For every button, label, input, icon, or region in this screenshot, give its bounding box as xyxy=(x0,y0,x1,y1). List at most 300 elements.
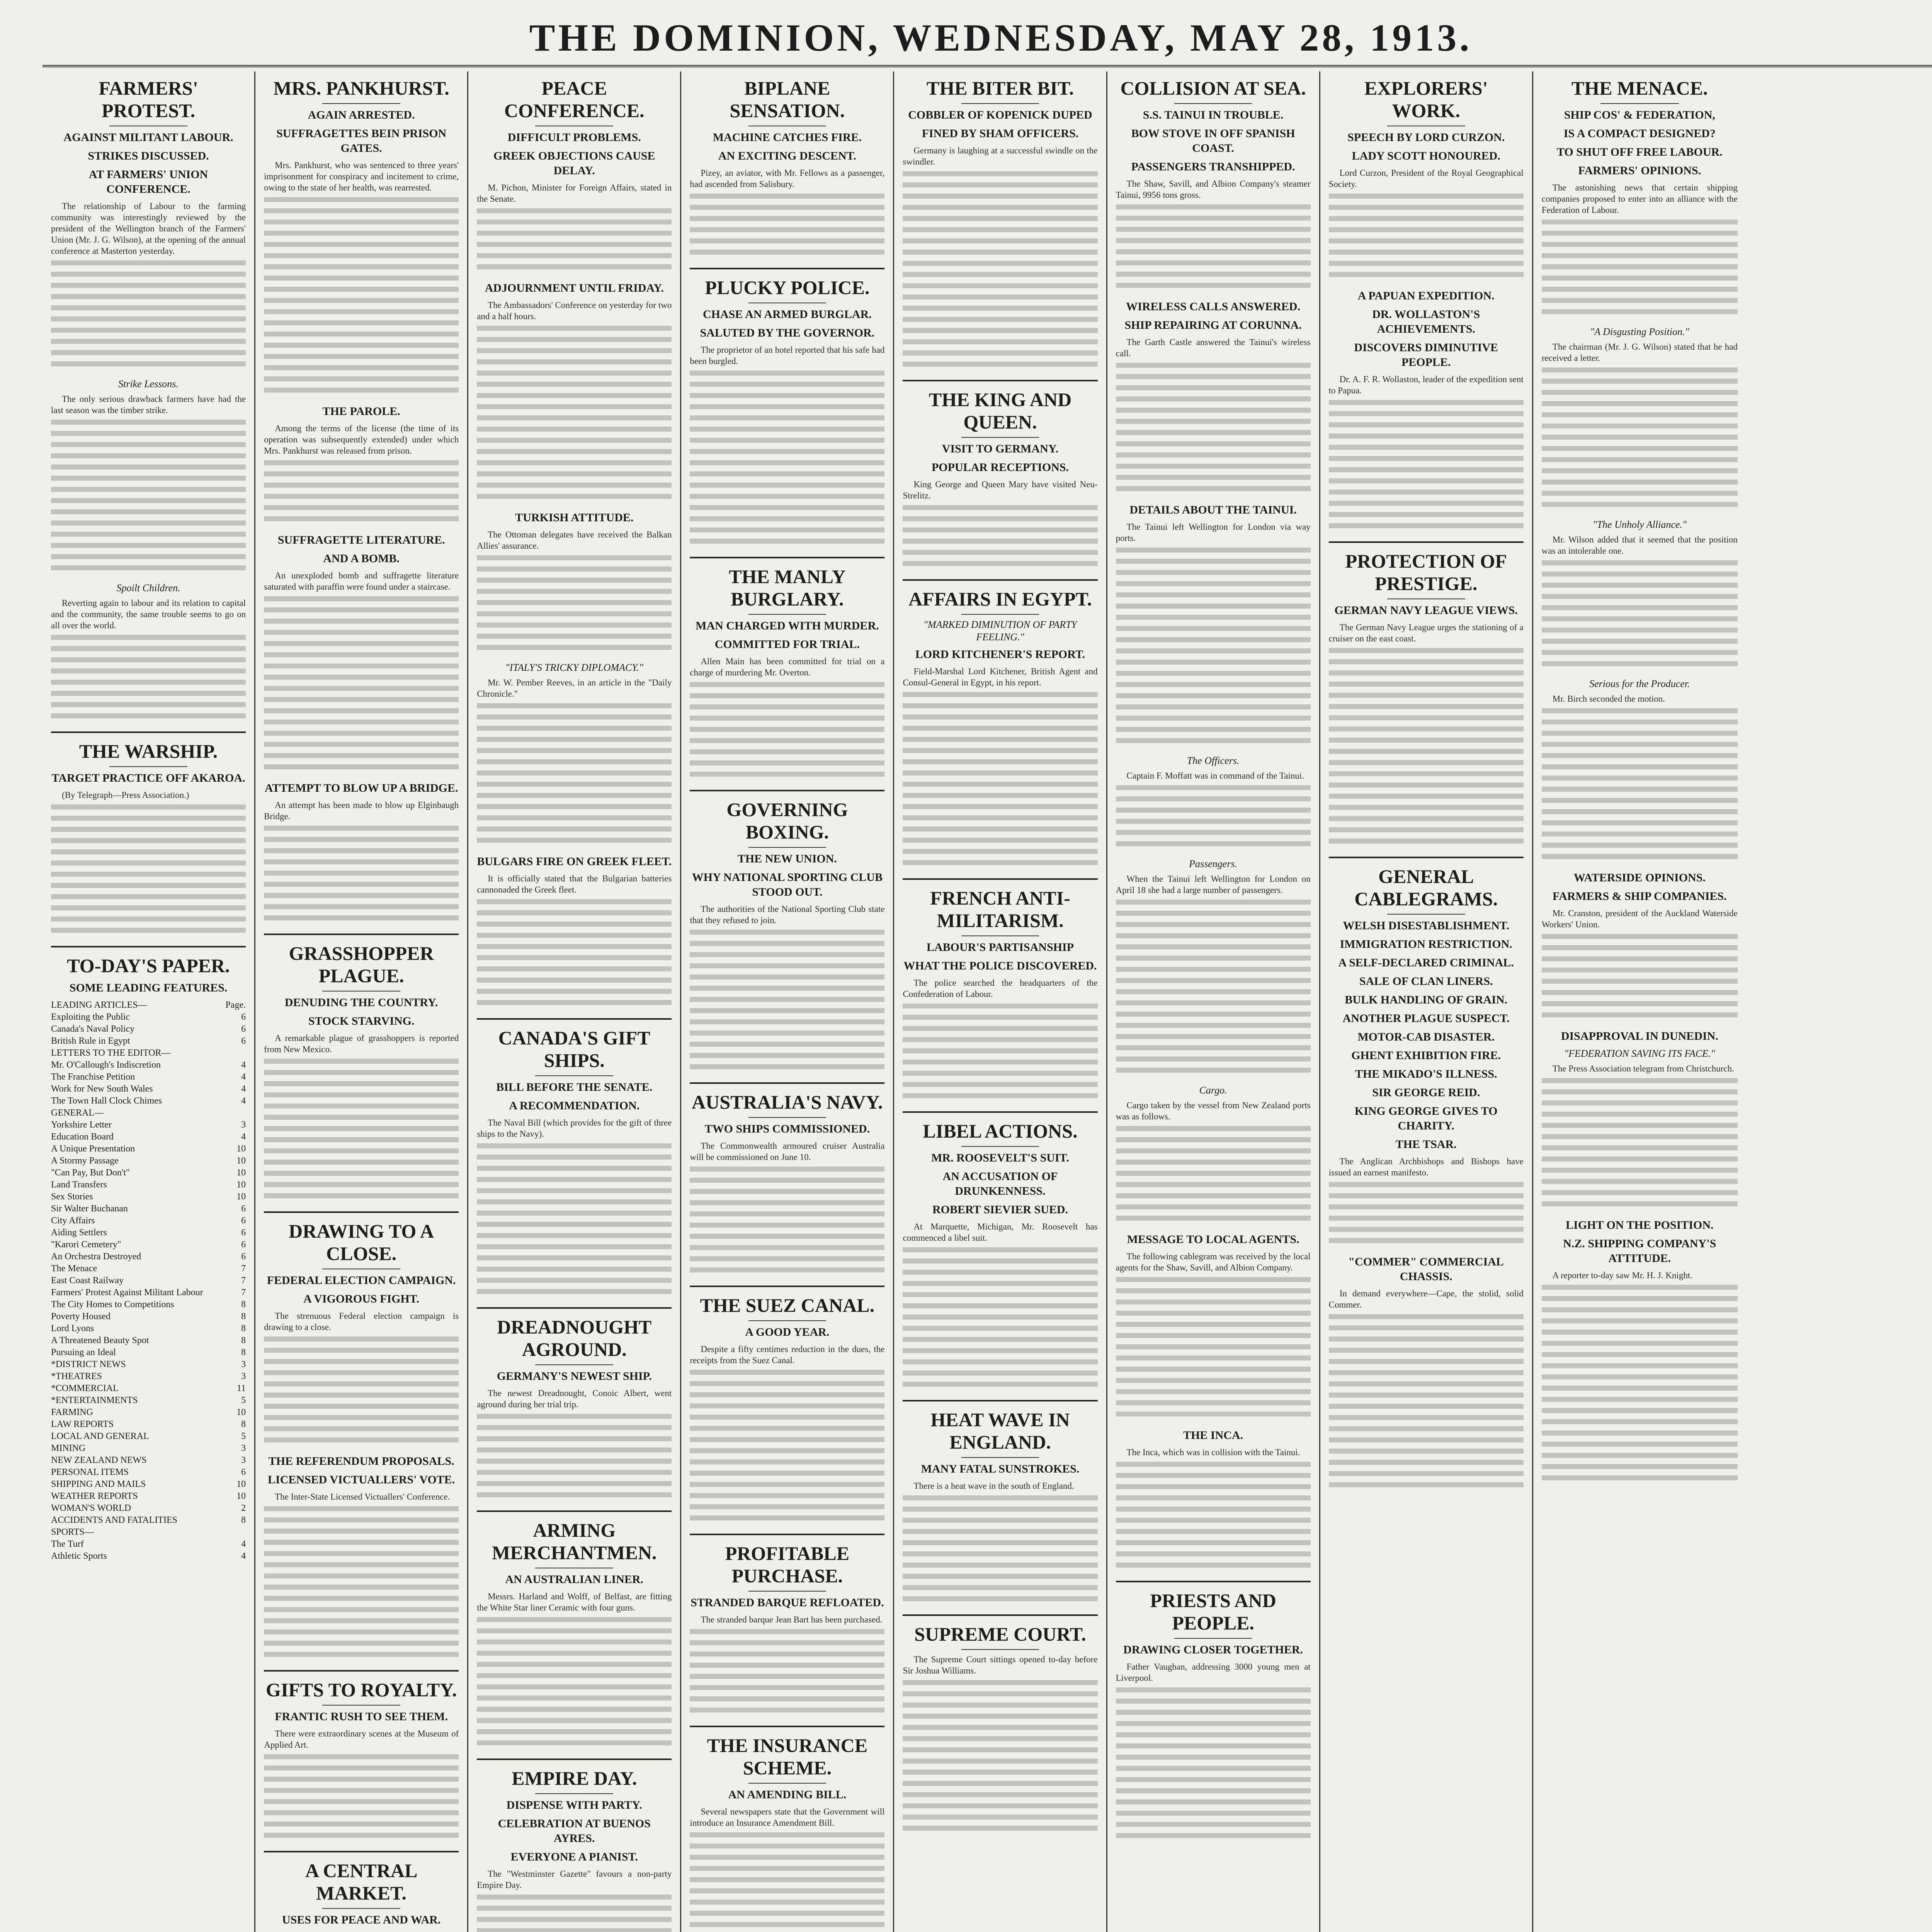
article-subhead: TURKISH ATTITUDE. xyxy=(515,511,634,524)
contents-item xyxy=(51,1071,246,1083)
article xyxy=(1329,77,1524,283)
contents-item-page: 11 xyxy=(237,1383,246,1393)
article-body-text xyxy=(903,1495,1097,1607)
article-lede: A remarkable plague of grasshoppers is reported from New Mexico. xyxy=(264,1033,459,1054)
article-body-text xyxy=(1116,1277,1311,1423)
article-body-text xyxy=(690,371,884,550)
article xyxy=(690,790,884,1075)
contents-item-label: Sex Stories xyxy=(51,1192,93,1202)
headline-rule xyxy=(322,103,400,104)
column-5 xyxy=(894,71,1107,1932)
contents-item-label: British Rule in Egypt xyxy=(51,1036,130,1046)
contents-item-label: Exploiting the Public xyxy=(51,1012,130,1022)
contents-item xyxy=(51,1335,246,1347)
article xyxy=(690,77,884,261)
contents-item-label: An Orchestra Destroyed xyxy=(51,1252,141,1262)
article-subhead: N.Z. SHIPPING COMPANY'S ATTITUDE. xyxy=(1563,1237,1716,1265)
article-subhead: SALE OF CLAN LINERS. xyxy=(1359,975,1493,988)
article xyxy=(264,533,459,776)
article-headline: THE WARSHIP. xyxy=(79,740,218,762)
article-body-text xyxy=(903,1247,1097,1393)
contents-item xyxy=(51,1371,246,1383)
article-body-text xyxy=(1542,708,1738,865)
section-divider xyxy=(903,380,1097,381)
article-body-text xyxy=(51,635,246,724)
article xyxy=(1116,1428,1311,1574)
contents-item xyxy=(51,1275,246,1287)
article xyxy=(690,1534,884,1719)
article-body-text xyxy=(903,1003,1097,1104)
contents-item-page: 2 xyxy=(241,1503,246,1513)
section-divider xyxy=(690,1286,884,1287)
contents-item xyxy=(51,1526,246,1538)
article-body-text xyxy=(51,804,246,939)
article xyxy=(903,1111,1097,1393)
section-divider xyxy=(51,946,246,947)
article-subhead: SPEECH BY LORD CURZON. xyxy=(1347,131,1505,144)
article-lede: Several newspapers state that the Government will introduce an Insurance Amendment Bill. xyxy=(690,1807,885,1828)
contents-item-label: SPORTS— xyxy=(51,1527,94,1537)
article xyxy=(264,781,459,927)
article xyxy=(51,582,246,724)
article-subhead: MANY FATAL SUNSTROKES. xyxy=(921,1463,1080,1475)
article-subhead: DENUDING THE COUNTRY. xyxy=(284,996,438,1009)
contents-item-label: Pursuing an Ideal xyxy=(51,1347,116,1357)
contents-item-page: 4 xyxy=(241,1072,246,1082)
article xyxy=(51,731,246,939)
article-subhead: LADY SCOTT HONOURED. xyxy=(1352,150,1500,162)
contents-item-label: Land Transfers xyxy=(51,1180,107,1190)
article xyxy=(264,1211,459,1449)
article-subhead: ANOTHER PLAGUE SUSPECT. xyxy=(1342,1012,1510,1025)
contents-item-page: 4 xyxy=(241,1084,246,1094)
contents-item-page: 4 xyxy=(241,1539,246,1549)
section-divider xyxy=(903,1400,1097,1401)
article-headline: AFFAIRS IN EGYPT. xyxy=(908,588,1092,610)
article-lede: Mr. Birch seconded the motion. xyxy=(1552,694,1665,704)
article xyxy=(477,1759,672,1932)
article-subhead: LORD KITCHENER'S REPORT. xyxy=(915,648,1085,661)
article-lede: In demand everywhere—Cape, the stolid, solid Commer. xyxy=(1328,1289,1524,1310)
contents-item xyxy=(51,1538,246,1550)
headline-rule xyxy=(961,1146,1039,1147)
contents-item-label: Lord Lyons xyxy=(51,1323,94,1333)
column-1 xyxy=(43,71,255,1932)
article-headline: ARMING MERCHANTMEN. xyxy=(492,1519,657,1563)
article xyxy=(51,378,246,577)
contents-item xyxy=(51,1059,246,1071)
article-body-text xyxy=(477,1414,672,1503)
article-body-text xyxy=(1542,367,1738,513)
article-subhead: IMMIGRATION RESTRICTION. xyxy=(1340,938,1512,951)
headline-rule xyxy=(535,1075,613,1076)
article xyxy=(477,281,672,505)
article-lede: The Naval Bill (which provides for the gift of three ships to the Navy). xyxy=(477,1118,672,1139)
article xyxy=(264,1670,459,1844)
article xyxy=(1542,678,1738,865)
article-headline: DRAWING TO A CLOSE. xyxy=(289,1220,434,1264)
contents-item-page: 6 xyxy=(241,1036,246,1046)
contents-item-page: 10 xyxy=(236,1192,246,1202)
section-divider xyxy=(264,1670,459,1672)
headline-rule xyxy=(322,1908,400,1909)
contents-item-page: 6 xyxy=(241,1252,246,1262)
article-subhead: A GOOD YEAR. xyxy=(745,1326,830,1338)
contents-item xyxy=(51,1347,246,1359)
article-lede: The Ottoman delegates have received the Balkan Allies' assurance. xyxy=(477,530,672,551)
contents-item xyxy=(51,1395,246,1406)
article-subhead: "FEDERATION SAVING ITS FACE." xyxy=(1564,1048,1715,1059)
contents-item-page: 8 xyxy=(241,1323,246,1333)
contents-item-label: City Affairs xyxy=(51,1216,95,1226)
headline-rule xyxy=(1174,1638,1252,1639)
article-subhead: A RECOMMENDATION. xyxy=(509,1099,640,1112)
article-lede: Field-Marshal Lord Kitchener, British Agent and Consul-General in Egypt, in his report. xyxy=(903,667,1098,687)
article-body-text xyxy=(51,420,246,577)
todays-paper-headline: TO-DAY'S PAPER. xyxy=(67,955,230,976)
article-body-text xyxy=(903,171,1097,373)
contents-item-page: 10 xyxy=(236,1144,246,1154)
contents-item-label: *COMMERCIAL xyxy=(51,1383,119,1393)
article xyxy=(477,1307,672,1503)
article xyxy=(903,380,1097,572)
article-subhead: SIR GEORGE REID. xyxy=(1372,1086,1480,1099)
article-lede: The Garth Castle answered the Tainui's wireless call. xyxy=(1116,337,1311,358)
contents-item-page: 10 xyxy=(236,1491,246,1501)
article-lede: Father Vaughan, addressing 3000 young men at Liverpool. xyxy=(1116,1662,1311,1683)
contents-item-page: 5 xyxy=(241,1431,246,1441)
article-lede: Reverting again to labour and its relation to capital and the community, the same trouble seems to go on all over the world. xyxy=(51,598,246,630)
article-body-text xyxy=(903,692,1097,871)
article-headline: GRASSHOPPER PLAGUE. xyxy=(289,942,434,986)
article-body-text xyxy=(1329,1182,1524,1249)
headline-rule xyxy=(961,935,1039,936)
article-subhead: FINED BY SHAM OFFICERS. xyxy=(922,127,1079,140)
contents-item xyxy=(51,1311,246,1323)
article-body-text xyxy=(690,682,884,783)
contents-item-label: Farmers' Protest Against Militant Labour xyxy=(51,1287,203,1298)
contents-item-label: East Coast Railway xyxy=(51,1276,124,1286)
headline-rule xyxy=(322,991,400,992)
contents-item xyxy=(51,1430,246,1442)
article-subhead: LIGHT ON THE POSITION. xyxy=(1566,1219,1714,1231)
section-divider xyxy=(690,1534,884,1535)
article-headline: THE SUEZ CANAL. xyxy=(700,1294,875,1316)
article-lede: Captain F. Moffatt was in command of the Tainui. xyxy=(1126,771,1304,781)
contents-item-page: 7 xyxy=(241,1287,246,1298)
article-body-text xyxy=(264,1506,459,1663)
contents-item-label: Poverty Housed xyxy=(51,1311,111,1321)
article-subhead: AGAINST MILITANT LABOUR. xyxy=(63,131,233,144)
column-6 xyxy=(1107,71,1320,1932)
article xyxy=(51,77,246,372)
article-lede: The Inter-State Licensed Victuallers' Conference. xyxy=(275,1492,450,1502)
contents-item-label: NEW ZEALAND NEWS xyxy=(51,1455,147,1465)
article-lede: The "Westminster Gazette" favours a non-party Empire Day. xyxy=(477,1869,672,1890)
article-lede: It is officially stated that the Bulgarian batteries cannonaded the Greek fleet. xyxy=(477,874,672,895)
article-lede: Dr. A. F. R. Wollaston, leader of the expedition sent to Papua. xyxy=(1328,374,1524,395)
contents-item xyxy=(51,1083,246,1095)
article-lede: King George and Queen Mary have visited Neu-Strelitz. xyxy=(903,480,1098,500)
headline-rule xyxy=(322,1705,400,1706)
article-subhead: SUFFRAGETTES BEIN PRISON GATES. xyxy=(276,127,447,155)
article xyxy=(903,1614,1097,1837)
article-headline: DREADNOUGHT AGROUND. xyxy=(497,1316,652,1360)
contents-item xyxy=(51,1418,246,1430)
contents-item-page: 10 xyxy=(236,1156,246,1166)
masthead-title: THE DOMINION, WEDNESDAY, MAY 28, 1913. xyxy=(529,16,1473,59)
article-body-text xyxy=(477,1617,672,1752)
article-subhead: WHY NATIONAL SPORTING CLUB STOOD OUT. xyxy=(692,871,883,898)
article-headline: PROFITABLE PURCHASE. xyxy=(725,1543,850,1587)
contents-item-label: A Stormy Passage xyxy=(51,1156,119,1166)
article-headline: FRENCH ANTI-MILITARISM. xyxy=(930,887,1070,931)
contents-item-label: Mr. O'Callough's Indiscretion xyxy=(51,1060,161,1070)
article-headline: EXPLORERS' WORK. xyxy=(1364,77,1488,121)
article-lede: (By Telegraph—Press Association.) xyxy=(62,790,189,800)
article-body-text xyxy=(264,460,459,527)
article-lede: Mr. W. Pember Reeves, in an article in the "Daily Chronicle." xyxy=(477,678,672,699)
article-headline: GIFTS TO ROYALTY. xyxy=(266,1679,457,1701)
article xyxy=(690,268,884,550)
article xyxy=(264,77,459,399)
article xyxy=(903,1400,1097,1607)
article-subhead: WATERSIDE OPINIONS. xyxy=(1573,871,1706,884)
contents-item xyxy=(51,1227,246,1239)
headline-rule xyxy=(1387,914,1465,915)
contents-item xyxy=(51,1299,246,1311)
contents-item xyxy=(51,1023,246,1035)
contents-item xyxy=(51,1263,246,1275)
article-lede: At Marquette, Michigan, Mr. Roosevelt has commenced a libel suit. xyxy=(903,1222,1098,1243)
contents-item-page: 8 xyxy=(241,1347,246,1357)
article xyxy=(1542,871,1738,1024)
article-headline: CANADA'S GIFT SHIPS. xyxy=(498,1027,650,1071)
section-divider xyxy=(477,1018,672,1020)
article-lede: When the Tainui left Wellington for London on April 18 she had a large number of passengers. xyxy=(1116,874,1311,895)
article-subhead: EVERYONE A PIANIST. xyxy=(510,1850,638,1863)
contents-item xyxy=(51,1215,246,1227)
article-subhead: DIFFICULT PROBLEMS. xyxy=(507,131,641,144)
article-subhead: "The Unholy Alliance." xyxy=(1592,519,1687,530)
article-subhead: POPULAR RECEPTIONS. xyxy=(931,461,1069,474)
newspaper-columns xyxy=(43,71,1932,1932)
contents-item-label: WEATHER REPORTS xyxy=(51,1491,138,1501)
article-subhead: IS A COMPACT DESIGNED? xyxy=(1563,127,1716,140)
headline-rule xyxy=(961,437,1039,438)
contents-item-label: *DISTRICT NEWS xyxy=(51,1359,126,1369)
article xyxy=(264,934,459,1204)
article xyxy=(1542,1029,1738,1213)
contents-item xyxy=(51,1514,246,1526)
article-lede: The German Navy League urges the stationing of a cruiser on the east coast. xyxy=(1328,622,1524,643)
article-headline: PEACE CONFERENCE. xyxy=(504,77,645,121)
article xyxy=(1116,858,1311,1079)
contents-item xyxy=(51,1047,246,1059)
contents-item xyxy=(51,1550,246,1562)
article xyxy=(477,510,672,656)
article xyxy=(264,1851,459,1932)
article-body-text xyxy=(1542,1285,1738,1486)
contents-item xyxy=(51,1095,246,1107)
article-subhead: DRAWING CLOSER TOGETHER. xyxy=(1123,1643,1303,1656)
article-lede: An attempt has been made to blow up Elginbaugh Bridge. xyxy=(264,800,459,821)
article xyxy=(690,1726,884,1932)
article xyxy=(264,1454,459,1663)
contents-item-page: 7 xyxy=(241,1276,246,1286)
contents-item xyxy=(51,1191,246,1203)
article-subhead: A SELF-DECLARED CRIMINAL. xyxy=(1338,956,1514,969)
article-subhead: BOW STOVE IN OFF SPANISH COAST. xyxy=(1131,127,1295,155)
section-divider xyxy=(690,1082,884,1084)
article-lede: The proprietor of an hotel reported that his safe had been burgled. xyxy=(690,345,885,366)
contents-item-page: 5 xyxy=(241,1395,246,1405)
article-headline: AUSTRALIA'S NAVY. xyxy=(692,1091,883,1113)
contents-item-label: The Town Hall Clock Chimes xyxy=(51,1096,162,1106)
article-lede: The Anglican Archbishops and Bishops have issued an earnest manifesto. xyxy=(1328,1156,1524,1177)
contents-item-label: "Karori Cemetery" xyxy=(51,1240,121,1250)
article-subhead: WIRELESS CALLS ANSWERED. xyxy=(1126,300,1301,313)
article xyxy=(1329,1255,1524,1493)
article-subhead: BULGARS FIRE ON GREEK FLEET. xyxy=(477,855,672,868)
contents-item xyxy=(51,1107,246,1119)
headline-rule xyxy=(748,1320,827,1321)
contents-item-page: 6 xyxy=(241,1228,246,1238)
contents-item-label: FARMING xyxy=(51,1407,93,1417)
article-subhead: AT FARMERS' UNION CONFERENCE. xyxy=(88,168,208,196)
todays-paper-box xyxy=(51,946,246,1562)
article-headline: PROTECTION OF PRESTIGE. xyxy=(1345,550,1507,594)
article-lede: Cargo taken by the vessel from New Zealand ports was as follows. xyxy=(1116,1100,1311,1121)
contents-item-page: 3 xyxy=(241,1120,246,1130)
section-divider xyxy=(477,1307,672,1309)
contents-item-label: Yorkshire Letter xyxy=(51,1120,112,1130)
article-subhead: FRANTIC RUSH TO SEE THEM. xyxy=(275,1710,448,1723)
contents-item-label: *THEATRES xyxy=(51,1371,102,1381)
article-body-text xyxy=(903,1680,1097,1837)
article-subhead: MAN CHARGED WITH MURDER. xyxy=(696,619,879,632)
article-body-text xyxy=(1329,194,1524,283)
article-lede: The Press Association telegram from Christchurch. xyxy=(1552,1064,1734,1073)
article-body-text xyxy=(477,1895,672,1932)
article-subhead: DISAPPROVAL IN DUNEDIN. xyxy=(1561,1030,1718,1043)
contents-item-label: LOCAL AND GENERAL xyxy=(51,1431,149,1441)
contents-item-page: 6 xyxy=(241,1012,246,1022)
article xyxy=(690,1286,884,1527)
section-divider xyxy=(690,1726,884,1727)
article-body-text xyxy=(690,1832,884,1932)
article-headline: BIPLANE SENSATION. xyxy=(730,77,845,121)
article-subhead: STRIKES DISCUSSED. xyxy=(88,150,209,162)
article-lede: The following cablegram was received by the local agents for the Shaw, Savill, and Albion Company. xyxy=(1116,1252,1311,1272)
section-divider xyxy=(903,1111,1097,1113)
article-subhead: STRANDED BARQUE REFLOATED. xyxy=(690,1596,884,1609)
article-subhead: AN AMENDING BILL. xyxy=(728,1788,847,1801)
article xyxy=(903,878,1097,1104)
headline-rule xyxy=(109,766,187,767)
section-divider xyxy=(1116,1581,1311,1582)
contents-item-page: 7 xyxy=(241,1264,246,1274)
article-body-text xyxy=(264,1337,459,1449)
article-subhead: AN AUSTRALIAN LINER. xyxy=(505,1573,644,1586)
article-headline: GOVERNING BOXING. xyxy=(726,799,848,843)
contents-item-label: PERSONAL ITEMS xyxy=(51,1467,129,1477)
article-subhead: MESSAGE TO LOCAL AGENTS. xyxy=(1127,1233,1299,1246)
article-body-text xyxy=(477,208,672,276)
article-body-text xyxy=(690,194,884,261)
article xyxy=(1116,1581,1311,1844)
article-subhead: Spoilt Children. xyxy=(116,582,180,594)
article-subhead: A PAPUAN EXPEDITION. xyxy=(1357,289,1495,302)
article-body-text xyxy=(264,826,459,927)
headline-rule xyxy=(748,614,827,615)
contents-list xyxy=(51,999,246,1562)
headline-rule xyxy=(961,614,1039,615)
article-subhead: SHIP COS' & FEDERATION, xyxy=(1564,109,1715,121)
column-3 xyxy=(468,71,681,1932)
contents-item-label: Athletic Sports xyxy=(51,1551,107,1561)
contents-item-label: *ENTERTAINMENTS xyxy=(51,1395,138,1405)
contents-item-label: ACCIDENTS AND FATALITIES xyxy=(51,1515,177,1525)
contents-item xyxy=(51,1466,246,1478)
article-body-text xyxy=(264,596,459,776)
contents-item xyxy=(51,1359,246,1371)
article-body-text xyxy=(1116,900,1311,1079)
column-4 xyxy=(681,71,894,1932)
contents-item-label: The Menace xyxy=(51,1264,97,1274)
article xyxy=(1116,1084,1311,1227)
article-lede: Messrs. Harland and Wolff, of Belfast, are fitting the White Star liner Ceramic with four guns. xyxy=(477,1592,672,1612)
article xyxy=(903,77,1097,373)
contents-item xyxy=(51,1406,246,1418)
article-subhead: "ITALY'S TRICKY DIPLOMACY." xyxy=(505,662,643,673)
article-subhead: DISPENSE WITH PARTY. xyxy=(506,1799,642,1811)
article-lede: The chairman (Mr. J. G. Wilson) stated that he had received a letter. xyxy=(1541,342,1738,363)
article xyxy=(1116,503,1311,749)
article-subhead: MOTOR-CAB DISASTER. xyxy=(1357,1031,1495,1043)
contents-item-page: 8 xyxy=(241,1311,246,1321)
headline-rule xyxy=(748,1117,827,1118)
contents-item-label: WOMAN'S WORLD xyxy=(51,1503,131,1513)
article-subhead: AND A BOMB. xyxy=(323,552,400,565)
article-subhead: Strike Lessons. xyxy=(118,378,179,389)
article-subhead: GERMANY'S NEWEST SHIP. xyxy=(497,1370,652,1383)
headline-rule xyxy=(748,1783,827,1784)
contents-item-label: LETTERS TO THE EDITOR— xyxy=(51,1048,171,1058)
article-body-text xyxy=(1329,648,1524,850)
article-headline: HEAT WAVE IN ENGLAND. xyxy=(930,1409,1070,1453)
contents-item-page: 10 xyxy=(236,1479,246,1489)
masthead xyxy=(43,15,1932,67)
article-subhead: LABOUR'S PARTISANSHIP xyxy=(927,941,1074,954)
contents-item xyxy=(51,1143,246,1155)
article-subhead: DETAILS ABOUT THE TAINUI. xyxy=(1129,503,1297,516)
article-subhead: BULK HANDLING OF GRAIN. xyxy=(1345,993,1507,1006)
headline-rule xyxy=(1174,103,1252,104)
article-subhead: LICENSED VICTUALLERS' VOTE. xyxy=(268,1473,455,1486)
article-body-text xyxy=(690,1167,884,1279)
article-headline: LIBEL ACTIONS. xyxy=(923,1120,1078,1142)
contents-item xyxy=(51,1287,246,1299)
contents-item-page: 4 xyxy=(241,1551,246,1561)
contents-item-label: A Unique Presentation xyxy=(51,1144,135,1154)
article-lede: The police searched the headquarters of the Confederation of Labour. xyxy=(903,978,1098,999)
article-subhead: DISCOVERS DIMINUTIVE PEOPLE. xyxy=(1354,341,1498,369)
section-divider xyxy=(264,1211,459,1213)
article-lede: The Inca, which was in collision with the Tainui. xyxy=(1126,1447,1300,1457)
article-subhead: TARGET PRACTICE OFF AKAROA. xyxy=(51,772,245,784)
section-divider xyxy=(1329,857,1524,858)
